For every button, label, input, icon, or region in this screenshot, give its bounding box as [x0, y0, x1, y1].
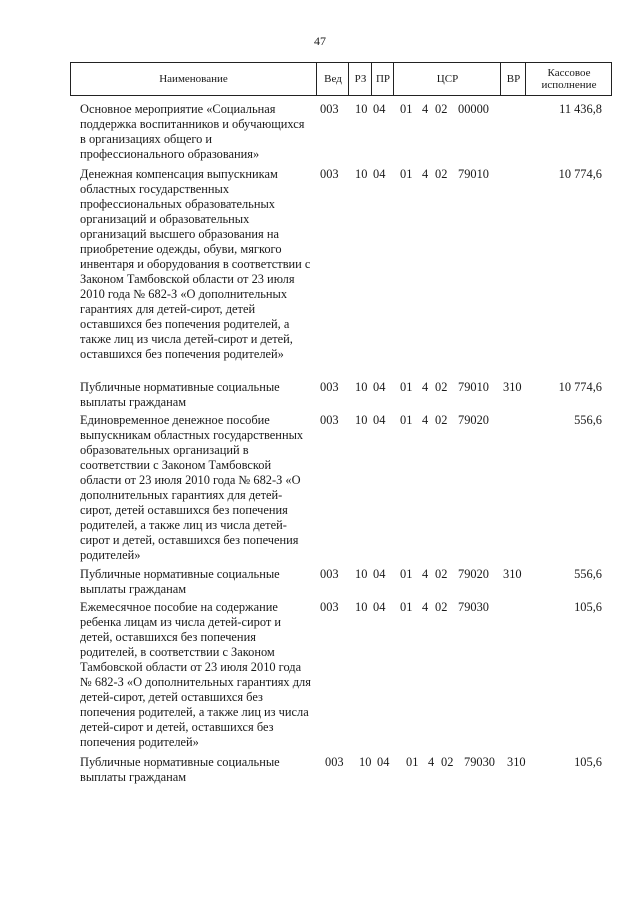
row-amount: 105,6	[574, 755, 602, 769]
row-amount: 105,6	[574, 600, 602, 614]
row-rz: 10	[355, 413, 368, 427]
row-amount: 556,6	[574, 567, 602, 581]
row-csr-event: 02	[441, 755, 454, 769]
row-amount: 11 436,8	[559, 102, 602, 116]
row-pr: 04	[373, 167, 386, 181]
column-header-ved: Вед	[316, 63, 349, 95]
row-csr-direction: 79030	[458, 600, 489, 614]
table-header	[70, 62, 612, 96]
row-name: Основное мероприятие «Социальная поддержка воспитанников и обучающихся в организациях общего и профессионального образования»	[80, 102, 305, 161]
row-name: Публичные нормативные социальные выплаты гражданам	[80, 380, 280, 409]
row-pr: 04	[373, 567, 386, 581]
row-vr: 310	[503, 567, 522, 581]
row-csr-subprogram: 4	[422, 380, 429, 394]
row-csr-direction: 79010	[458, 167, 489, 181]
row-csr-program: 01	[400, 600, 413, 614]
row-name: Ежемесячное пособие на содержание ребенка лицам из числа детей-сирот и детей, оставшихся без попечения родителей, в соответствии с Законом Тамбовской области от 23 июля 2010 года № 682-З «О дополнительных гарантиях для детей-сирот, детей оставшихся без попечения родителей, а также лиц из числа детей-сирот и детей, оставшихся без попечения родителей»	[80, 600, 311, 749]
row-rz: 10	[355, 380, 368, 394]
row-csr-subprogram: 4	[422, 600, 429, 614]
row-csr-subprogram: 4	[422, 167, 429, 181]
row-csr-event: 02	[435, 102, 448, 116]
row-csr-direction: 00000	[458, 102, 489, 116]
row-pr: 04	[373, 102, 386, 116]
row-csr-event: 02	[435, 413, 448, 427]
row-csr-event: 02	[435, 600, 448, 614]
row-name: Единовременное денежное пособие выпускникам областных государственных образовательных организаций в соответствии с Законом Тамбовской области от 23 июля 2010 года № 682-З «О дополнительных гарантиях для детей-сирот, детей оставшихся без попечения родителей, а также лиц из числа детей-сирот и детей, оставшихся без попечения родителей»	[80, 413, 304, 562]
row-name: Публичные нормативные социальные выплаты гражданам	[80, 755, 280, 784]
row-csr-direction: 79010	[458, 380, 489, 394]
row-name: Денежная компенсация выпускникам областных государственных профессиональных образовательных организаций и образовательных организаций высшего образования на приобретение одежды, обуви, мягкого инвентаря и оборудования в соответствии с Законом Тамбовской области от 23 июля 2010 года № 682-З «О дополнительных гарантиях для детей-сирот, детей оставшихся без попечения родителей, а также лиц из числа детей-сирот и детей, оставшихся без попечения родителей»	[80, 167, 311, 361]
row-ved: 003	[320, 567, 339, 581]
row-pr: 04	[373, 413, 386, 427]
row-csr-subprogram: 4	[422, 413, 429, 427]
row-rz: 10	[355, 567, 368, 581]
row-ved: 003	[320, 167, 339, 181]
row-ved: 003	[320, 102, 339, 116]
row-ved: 003	[320, 600, 339, 614]
row-pr: 04	[373, 600, 386, 614]
row-csr-program: 01	[400, 167, 413, 181]
column-header-csr: ЦСР	[393, 63, 501, 95]
row-pr: 04	[373, 380, 386, 394]
row-ved: 003	[320, 413, 339, 427]
row-vr: 310	[503, 380, 522, 394]
row-csr-event: 02	[435, 167, 448, 181]
row-csr-subprogram: 4	[422, 567, 429, 581]
row-pr: 04	[377, 755, 390, 769]
row-csr-direction: 79020	[458, 413, 489, 427]
row-amount: 10 774,6	[558, 380, 602, 394]
column-header-vr: ВР	[500, 63, 526, 95]
row-rz: 10	[355, 600, 368, 614]
column-header-name: Наименование	[159, 73, 228, 85]
row-name: Публичные нормативные социальные выплаты гражданам	[80, 567, 280, 596]
row-csr-event: 02	[435, 380, 448, 394]
column-header-amount: Кассовое исполнение	[525, 63, 612, 95]
row-ved: 003	[325, 755, 344, 769]
row-csr-program: 01	[400, 413, 413, 427]
row-csr-program: 01	[400, 102, 413, 116]
column-header-rz: РЗ	[348, 63, 372, 95]
row-amount: 556,6	[574, 413, 602, 427]
row-csr-event: 02	[435, 567, 448, 581]
row-csr-direction: 79030	[464, 755, 495, 769]
row-csr-program: 01	[400, 380, 413, 394]
row-rz: 10	[359, 755, 372, 769]
row-csr-subprogram: 4	[428, 755, 435, 769]
row-rz: 10	[355, 167, 368, 181]
page-number: 47	[314, 34, 326, 48]
row-amount: 10 774,6	[558, 167, 602, 181]
row-ved: 003	[320, 380, 339, 394]
row-csr-subprogram: 4	[422, 102, 429, 116]
row-rz: 10	[355, 102, 368, 116]
row-csr-program: 01	[406, 755, 419, 769]
column-header-pr: ПР	[371, 63, 394, 95]
row-csr-program: 01	[400, 567, 413, 581]
row-csr-direction: 79020	[458, 567, 489, 581]
row-vr: 310	[507, 755, 526, 769]
